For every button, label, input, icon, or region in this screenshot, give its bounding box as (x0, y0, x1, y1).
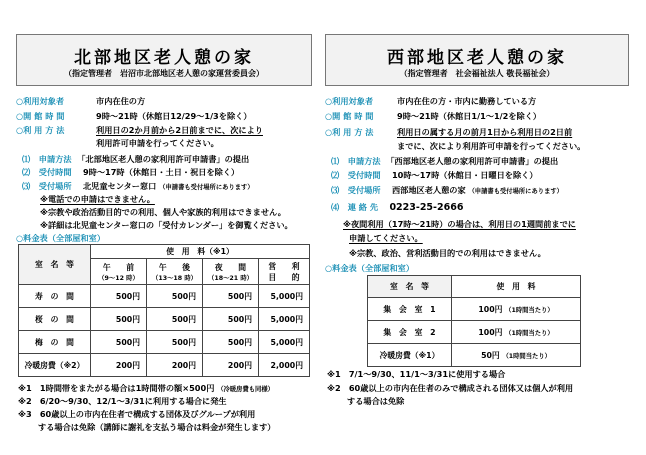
north-step1-label: 申請方法 (38, 154, 72, 164)
north-row-am: 200円 (91, 354, 147, 377)
north-row-name: 梅 の 間 (19, 331, 91, 354)
west-step4-num: ⑷ (331, 202, 340, 212)
west-target-value: 市内在住の方・市内に勤務している方 (397, 96, 537, 106)
north-col-am-time: （9～12 時） (98, 274, 139, 282)
north-foot-3a: ※3 60歳以上の市内在住者で構成する団体及びグループが利用 (18, 409, 256, 419)
north-row-biz: 5,000円 (259, 331, 310, 354)
north-row-pm: 500円 (147, 285, 203, 308)
west-row-fee-unit: （1時間当たり） (505, 329, 554, 337)
west-row-fee (452, 321, 581, 344)
north-method-value-1: 利用日の2か月前から2日前までに、次により (96, 125, 263, 135)
table-row (368, 344, 581, 367)
west-target-label: ○利用対象者 (325, 96, 374, 106)
north-method-label: ○利 用 方 法 (16, 125, 65, 135)
north-step2-label: 受付時間 (38, 167, 72, 177)
north-row-biz: 2,000円 (259, 354, 310, 377)
west-method-label: ○利 用 方 法 (325, 127, 374, 137)
north-target-label: ○利用対象者 (16, 96, 65, 106)
west-note-night-2: 申請してください。 (349, 233, 423, 243)
north-foot-2: ※2 6/20～9/30、12/1～3/31に利用する場合に発生 (18, 396, 227, 406)
west-title-box (325, 34, 629, 86)
north-col-pm-label: 午 後 (158, 262, 191, 272)
west-step4-label: 連 絡 先 (347, 202, 379, 212)
north-step2-value: 9時～17時（休館日・土日・祝日を除く） (82, 167, 240, 177)
west-hours-label: ○開 館 時 間 (325, 111, 374, 121)
west-foot-1: ※1 7/1～9/30、11/1～3/31に使用する場合 (327, 369, 506, 379)
north-foot-3b: する場合は免除（講師に謝礼を支払う場合は料金が発生します） (38, 422, 276, 432)
north-col-night-label: 夜 間 (214, 262, 247, 272)
north-note-phone: ※電話での申請はできません。 (40, 194, 155, 204)
north-step3-value: 北児童センター窓口 (82, 181, 157, 191)
north-row-am: 500円 (91, 285, 147, 308)
north-subtitle: （指定管理者 岩沼市北部地区老人憩の家運営委員会） (64, 69, 264, 78)
north-hours-label: ○開 館 時 間 (16, 111, 65, 121)
west-fee-header: 使 用 料 (452, 276, 581, 298)
north-row-name: 冷暖房費（※2） (19, 354, 91, 377)
north-step3-num: ⑶ (22, 181, 31, 191)
north-fee-table (18, 244, 310, 377)
west-hours-value: 9時～21時（休館日1/1～1/2を除く） (397, 111, 542, 121)
north-hours-value: 9時～21時（休館日12/29～1/3を除く） (96, 111, 252, 121)
north-row-night: 500円 (203, 285, 259, 308)
north-row-pm: 500円 (147, 331, 203, 354)
west-note-religion: ※宗教、政治、営利活動目的での利用はできません。 (349, 248, 546, 258)
west-fee-table (367, 275, 581, 367)
west-note-night-1: ※夜間利用（17時～21時）の場合は、利用日の1週間前までに (343, 219, 576, 229)
west-foot-2a: ※2 60歳以上の市内在住者のみで構成される団体又は個人が利用 (327, 383, 574, 393)
west-method-value-1: 利用日の属する月の前月1日から利用日の2日前 (397, 127, 573, 137)
north-col-pm (147, 259, 203, 285)
north-row-night: 200円 (203, 354, 259, 377)
west-row-fee-value: 100円 (478, 327, 503, 337)
west-method-value-2: までに、次により利用許可申請を行ってください。 (397, 141, 586, 151)
west-row-fee-unit: （1時間当たり） (505, 306, 554, 314)
north-row-biz: 5,000円 (259, 285, 310, 308)
west-step3-note: （申請書も受付場所にあります） (468, 188, 563, 195)
north-col-pm-time: （13～18 時） (152, 274, 197, 282)
west-step1-num: ⑴ (331, 156, 340, 166)
north-room-header: 室 名 等 (19, 245, 91, 285)
north-row-biz: 5,000円 (259, 308, 310, 331)
north-row-night: 500円 (203, 331, 259, 354)
west-step2-label: 受付時間 (347, 170, 381, 180)
west-step1-value: 「西部地区老人憩の家利用許可申請書」の提出 (386, 156, 559, 166)
north-target-row (16, 96, 64, 106)
west-room-header: 室 名 等 (368, 276, 452, 298)
north-row-am: 500円 (91, 331, 147, 354)
north-fee-header: 使 用 料（※1） (91, 245, 310, 259)
west-row-fee-value: 100円 (478, 304, 503, 314)
north-col-biz-label-2: 目 的 (268, 272, 300, 282)
north-title-box (16, 34, 312, 86)
north-step2-num: ⑵ (22, 167, 31, 177)
north-target-value: 市内在住の方 (96, 96, 146, 106)
table-row (19, 285, 310, 308)
north-note-religion: ※宗教や政治活動目的での利用、個人や家族的利用はできません。 (40, 207, 286, 217)
north-step1-value: 「北部地区老人憩の家利用許可申請書」の提出 (77, 154, 250, 164)
north-col-biz (259, 259, 310, 285)
west-step3-num: ⑶ (331, 185, 340, 195)
west-step3-value: 西部地区老人憩の家 (391, 185, 466, 195)
table-row (19, 354, 310, 377)
north-col-biz-label-1: 営 利 (268, 261, 300, 271)
north-foot-1: ※1 1時間帯をまたがる場合は1時間帯の額×500円 (18, 383, 215, 393)
north-col-night (203, 259, 259, 285)
west-fees-heading: ○料金表（全部屋和室） (325, 263, 415, 273)
west-step3-label: 受付場所 (347, 185, 381, 195)
west-row-fee (452, 344, 581, 367)
west-subtitle: （指定管理者 社会福祉法人 敬長福祉会） (399, 69, 555, 78)
table-row (368, 298, 581, 321)
north-col-am (91, 259, 147, 285)
north-title: 北部地区老人憩の家 (74, 48, 254, 68)
west-title: 西部地区老人憩の家 (387, 48, 567, 68)
north-foot-1-note: （冷暖房費も同様） (217, 386, 274, 393)
west-step2-value: 10時～17時（休館日・日曜日を除く） (391, 170, 538, 180)
north-row-pm: 200円 (147, 354, 203, 377)
north-note-calendar: ※詳細は北児童センター窓口の「受付カレンダー」を御覧ください。 (40, 220, 293, 230)
west-row-name: 集 会 室 1 (368, 298, 452, 321)
west-step2-num: ⑵ (331, 170, 340, 180)
west-foot-2b: する場合は免除 (347, 396, 405, 406)
west-row-name: 集 会 室 2 (368, 321, 452, 344)
west-row-fee-value: 50円 (481, 350, 500, 360)
table-row (19, 308, 310, 331)
north-fees-heading: ○料金表（全部屋和室） (16, 233, 106, 243)
west-row-name: 冷暖房費（※1） (368, 344, 452, 367)
table-row (19, 331, 310, 354)
west-phone-number: 0223-25-2666 (389, 202, 464, 213)
north-method-value-2: 利用許可申請を行ってください。 (96, 138, 219, 148)
north-row-am: 500円 (91, 308, 147, 331)
north-row-night: 500円 (203, 308, 259, 331)
north-step3-label: 受付場所 (38, 181, 72, 191)
north-step1-num: ⑴ (22, 154, 31, 164)
west-row-fee (452, 298, 581, 321)
north-col-am-label: 午 前 (102, 262, 135, 272)
north-row-name: 桜 の 間 (19, 308, 91, 331)
west-row-fee-unit: （1時間当たり） (502, 352, 551, 360)
north-row-pm: 500円 (147, 308, 203, 331)
north-col-night-time: （18～21 時） (208, 274, 253, 282)
table-row (368, 321, 581, 344)
west-step1-label: 申請方法 (347, 156, 381, 166)
north-row-name: 寿 の 間 (19, 285, 91, 308)
north-step3-note: （申請書も受付場所にあります） (159, 184, 254, 191)
